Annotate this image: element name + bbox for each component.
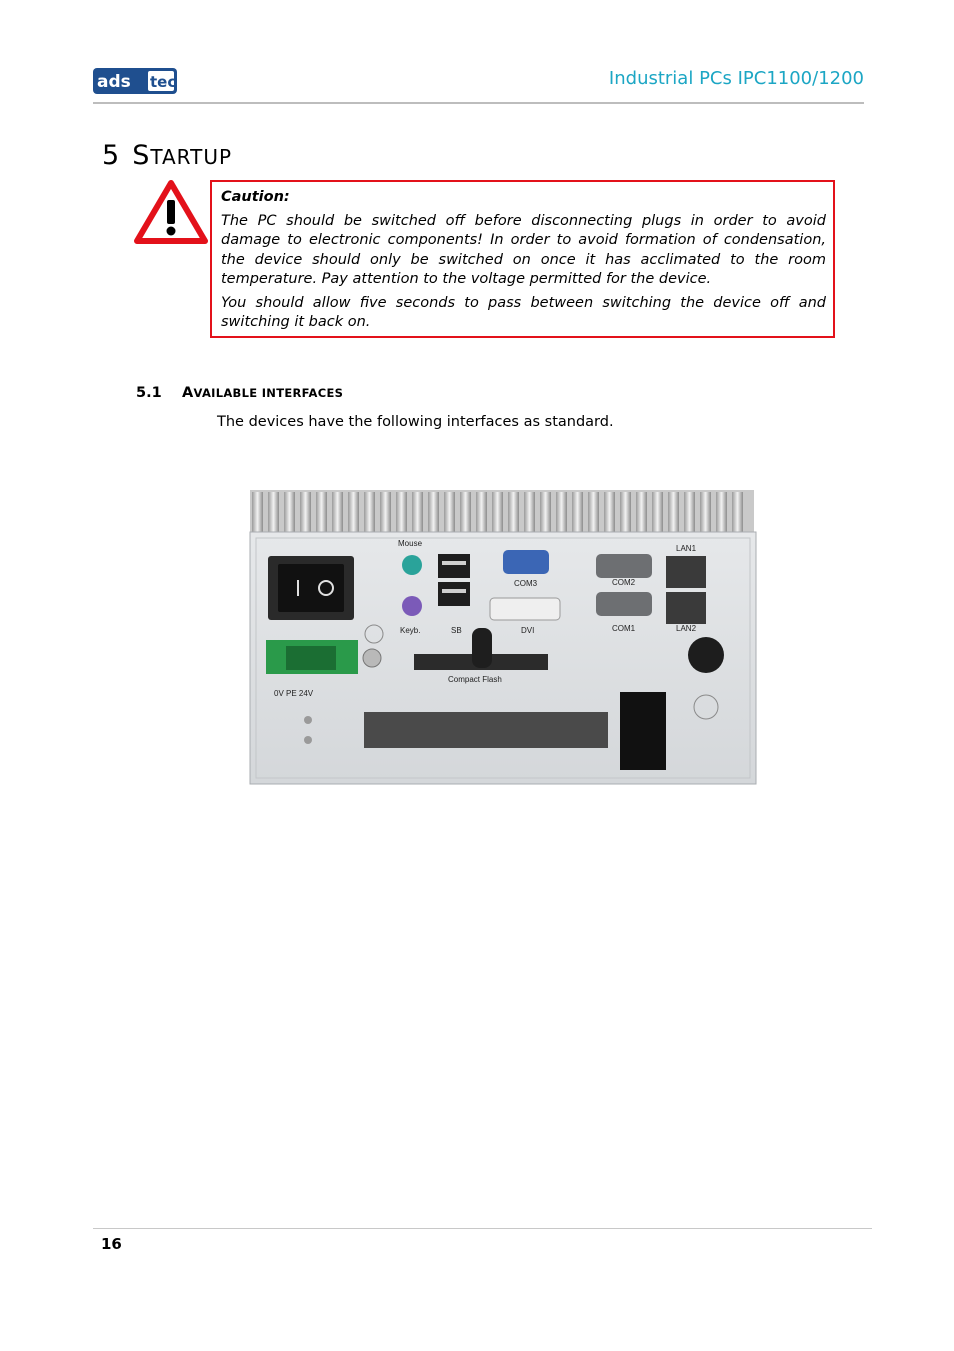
section-title-initial: A bbox=[182, 385, 194, 401]
power-switch bbox=[268, 556, 354, 620]
lan2-port bbox=[666, 592, 706, 624]
lan1-port bbox=[666, 556, 706, 588]
label-keyb: Keyb. bbox=[400, 626, 421, 635]
warning-triangle-icon bbox=[134, 180, 208, 244]
label-lan2: LAN2 bbox=[676, 624, 697, 633]
label-compact-flash: Compact Flash bbox=[448, 675, 502, 684]
heatsink-fins bbox=[250, 490, 754, 534]
mouse-port bbox=[402, 555, 422, 575]
caution-paragraph-1: The PC should be switched off before disconnecting plugs in order to avoid damage to electronic components! In order to avoid formation of condensation, the device should only be switched on once it has acclimated to the room temperature. Pay attention to the voltage permitted for the device. bbox=[221, 212, 826, 287]
section-title-rest: VAILABLE INTERFACES bbox=[193, 386, 344, 400]
device-rear-panel-image bbox=[246, 488, 758, 790]
label-com2: COM2 bbox=[612, 578, 636, 587]
label-dvi: DVI bbox=[521, 626, 535, 635]
label-com1: COM1 bbox=[612, 624, 636, 633]
footer-divider bbox=[93, 1228, 872, 1229]
logo-text-tec: tec bbox=[150, 73, 177, 91]
caution-paragraph-2: You should allow five seconds to pass between switching the device off and switching it back on. bbox=[221, 294, 826, 330]
expansion-slot-cover bbox=[364, 712, 608, 748]
label-mouse: Mouse bbox=[398, 539, 423, 548]
caution-title: Caution: bbox=[221, 189, 290, 205]
page-number: 16 bbox=[101, 1235, 122, 1253]
chapter-title-rest: TARTUP bbox=[150, 145, 233, 169]
keyboard-port bbox=[402, 596, 422, 616]
round-power-button bbox=[688, 637, 724, 673]
section-intro: The devices have the following interfaces as standard. bbox=[217, 414, 614, 430]
logo-text-ads: ads bbox=[97, 72, 131, 92]
header-title: Industrial PCs IPC1100/1200 bbox=[608, 68, 864, 89]
com2-port bbox=[596, 554, 652, 578]
com1-port bbox=[596, 592, 652, 616]
com3-port bbox=[503, 550, 549, 574]
label-lan1: LAN1 bbox=[676, 544, 697, 553]
header-divider bbox=[93, 102, 864, 104]
caution-box bbox=[210, 180, 835, 338]
label-com3: COM3 bbox=[514, 579, 538, 588]
chapter-heading bbox=[102, 140, 232, 171]
section-title bbox=[182, 385, 343, 401]
label-sb: SB bbox=[451, 626, 462, 635]
chapter-title-initial: S bbox=[132, 140, 151, 171]
label-power-terminal: 0V PE 24V bbox=[274, 689, 314, 698]
dvi-port bbox=[490, 598, 560, 620]
connector-block bbox=[620, 692, 666, 770]
adstec-logo bbox=[93, 68, 177, 94]
section-number: 5.1 bbox=[136, 385, 162, 401]
chapter-number: 5 bbox=[102, 140, 121, 171]
